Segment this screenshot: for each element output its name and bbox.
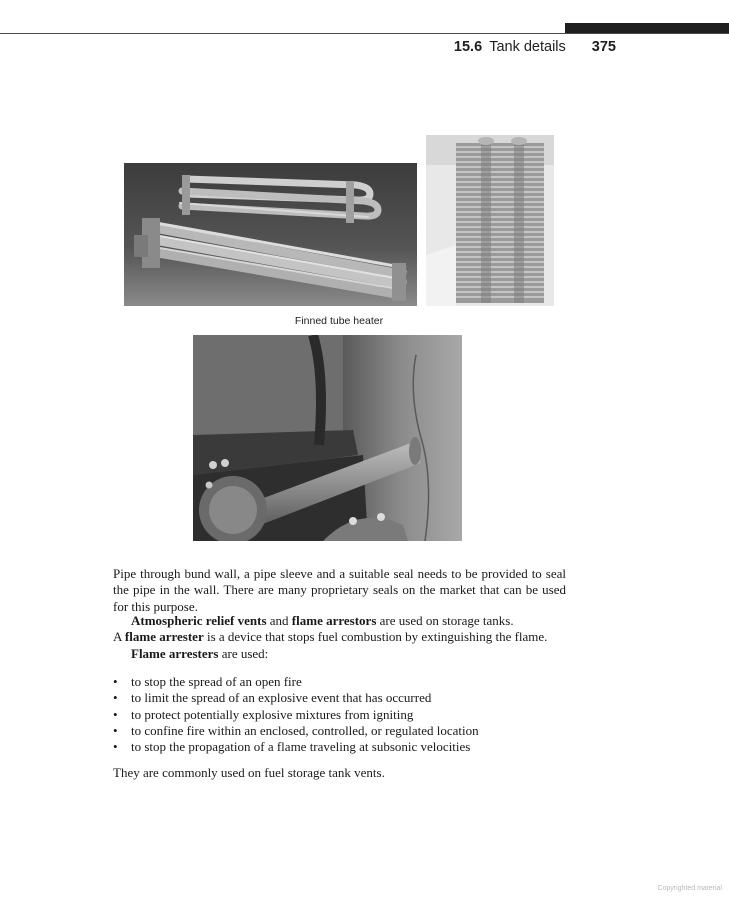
paragraph-2-text bbox=[113, 613, 566, 629]
list-item bbox=[113, 723, 573, 739]
section-number: 15.6 bbox=[453, 39, 483, 55]
list-item-text: to stop the spread of an open fire bbox=[131, 674, 302, 689]
list-item-text: to limit the spread of an explosive event that has occurred bbox=[131, 690, 432, 706]
bullet-list bbox=[113, 674, 573, 755]
bullet-mark: • bbox=[113, 706, 118, 722]
paragraph-flame-arresters bbox=[113, 613, 566, 662]
bullet-mark: • bbox=[113, 674, 118, 689]
list-item-text: to stop the propagation of a flame traveling at subsonic velocities bbox=[131, 739, 471, 755]
term-flame-arresters: Flame arresters bbox=[131, 645, 219, 661]
watermark: Copyrighted material bbox=[657, 885, 722, 892]
term-flame-arrestors: flame arrestors bbox=[291, 613, 377, 628]
paragraph-3-text bbox=[113, 646, 566, 662]
closing-sentence: They are commonly used on fuel storage tank vents. bbox=[113, 765, 385, 780]
term-flame-arrester: flame arrester bbox=[124, 629, 204, 645]
bullet-mark: • bbox=[113, 690, 118, 706]
pipe-through-bund-wall-photo bbox=[193, 335, 462, 541]
paragraph-3-rest: are used: bbox=[218, 645, 269, 661]
paragraph-2b-rest: is a device that stops fuel combustion by extinguishing the flame. bbox=[203, 629, 548, 645]
paragraph-2-rest: are used on storage tanks. bbox=[376, 613, 514, 628]
list-item bbox=[113, 707, 573, 723]
running-header bbox=[454, 39, 616, 55]
bullet-mark: • bbox=[113, 722, 118, 738]
list-item bbox=[113, 674, 573, 690]
paragraph-1-text: Pipe through bund wall, a pipe sleeve and a suitable seal needs to be provided to seal the pipe in the wall. There are many proprietary seals on the market that can be used for this purpose. bbox=[113, 566, 566, 614]
term-atmospheric-relief-vents: Atmospheric relief vents bbox=[131, 613, 267, 628]
page-number: 375 bbox=[591, 39, 616, 55]
header-rule bbox=[0, 33, 729, 34]
list-item bbox=[113, 739, 573, 755]
paragraph-2b-prefix: A bbox=[113, 629, 125, 645]
finned-tube-heater-photo bbox=[124, 163, 417, 306]
section-title: Tank details bbox=[489, 39, 566, 55]
list-item-text: to protect potentially explosive mixtures from igniting bbox=[131, 706, 414, 722]
list-item-text: to confine fire within an enclosed, controlled, or regulated location bbox=[131, 722, 479, 738]
paragraph-2b-text bbox=[113, 629, 566, 645]
paragraph-2-and: and bbox=[266, 613, 292, 628]
list-item bbox=[113, 690, 573, 706]
figure-caption: Finned tube heater bbox=[294, 315, 384, 327]
bullet-mark: • bbox=[113, 739, 118, 755]
fin-stack-photo bbox=[426, 135, 554, 306]
paragraph-bund-wall bbox=[113, 566, 566, 615]
